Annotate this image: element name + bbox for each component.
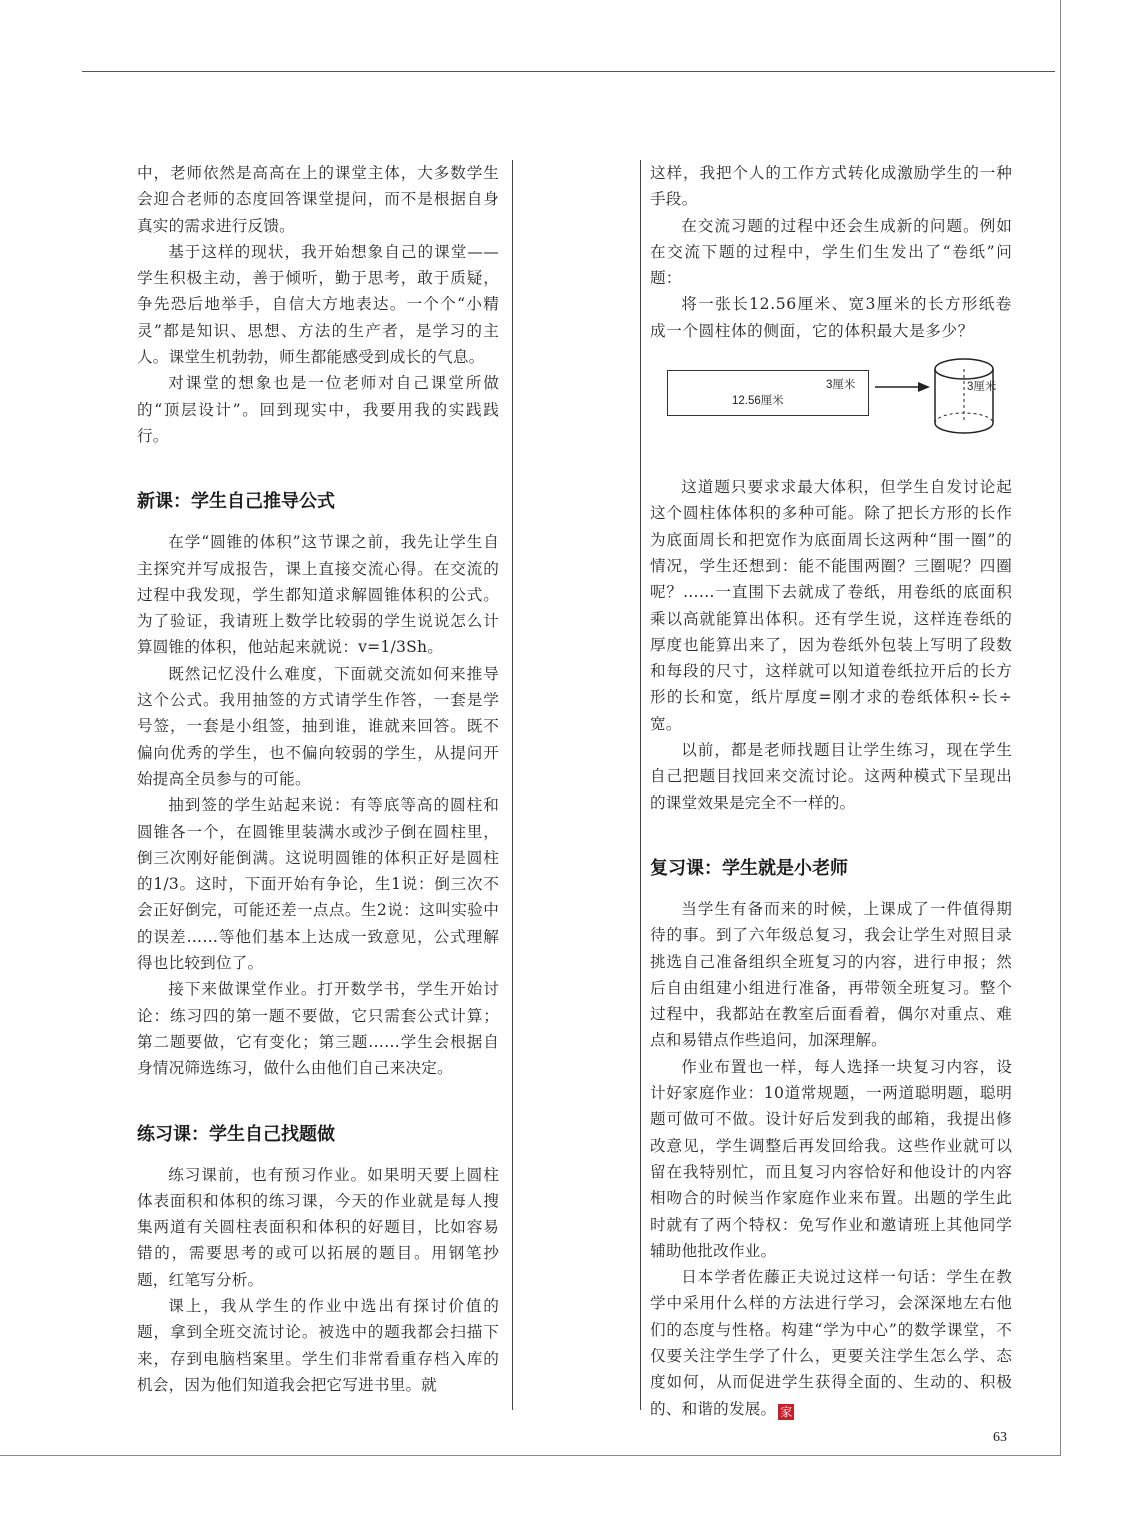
cylinder-height-label: 3厘米: [967, 381, 997, 394]
paragraph: 这样，我把个人的工作方式转化成激励学生的一种手段。: [650, 164, 1012, 209]
paragraph: 接下来做课堂作业。打开数学书，学生开始讨论：练习四的第一题不要做，它只需套公式计算；第二题要做，它有变化；第三题……学生会根据自身情况筛选练习，做什么由他们自己来决定。: [137, 980, 499, 1078]
cylinder-icon: [930, 353, 1000, 443]
paragraph: 在交流习题的过程中还会生成新的问题。例如在交流下题的过程中，学生们生发出了“卷纸”问题：: [650, 216, 1012, 288]
left-column: [137, 160, 499, 1398]
paragraph: 当学生有备而来的时候，上课成了一件值得期待的事。到了六年级总复习，我会让学生对照目录挑选自己准备组织全班复习的内容，进行申报；然后自由组建小组进行准备，再带领全班复习。整个过程中，我都站在教室后面看着，偶尔对重点、难点和易错点作些追问，加深理解。: [650, 899, 1012, 1050]
column-rule-right: [640, 160, 641, 1410]
column-rule-left: [512, 160, 513, 1410]
section-heading-practice-lesson: 练习课：学生自己找题做: [137, 1123, 335, 1145]
problem-statement: 将一张长12.56厘米、宽3厘米的长方形纸卷成一个圆柱体的侧面，它的体积最大是多少？: [650, 295, 1012, 340]
paragraph: 基于这样的现状，我开始想象自己的课堂——学生积极主动，善于倾听，勤于思考，敢于质疑，争先恐后地举手，自信大方地表达。一个个“小精灵”都是知识、思想、方法的生产者，是学习的主人。课堂生机勃勃，师生都能感受到成长的气息。: [137, 242, 499, 367]
bottom-rule: [0, 1455, 1061, 1456]
top-rule: [82, 71, 1055, 72]
paragraph: 中，老师依然是高高在上的课堂主体，大多数学生会迎合老师的态度回答课堂提问，而不是根据自身真实的需求进行反馈。: [137, 164, 499, 235]
paragraph: 以前，都是老师找题目让学生练习，现在学生自己把题目找回来交流讨论。这两种模式下呈现出的课堂效果是完全不一样的。: [650, 741, 1012, 812]
paragraph: 抽到签的学生站起来说：有等底等高的圆柱和圆锥各一个，在圆锥里装满水或沙子倒在圆柱里，倒三次刚好能倒满。这说明圆锥的体积正好是圆柱的1/3。这时，下面开始有争论，生1说：倒三次不会正好倒完，可能还差一点点。生2说：这叫实验中的误差……等他们基本上达成一致意见，公式理解得也比较到位了。: [137, 796, 499, 973]
page-number: 63: [993, 1430, 1007, 1445]
paper-roll-figure: [650, 350, 1012, 446]
arrow-right-icon: [872, 380, 932, 394]
right-column: [650, 160, 1012, 1422]
rect-length-label: 12.56厘米: [732, 395, 784, 408]
paragraph: 课上，我从学生的作业中选出有探讨价值的题，拿到全班交流讨论。被选中的题我都会扫描下来，存到电脑档案里。学生们非常看重存档入库的机会，因为他们知道我会把它写进书里。就: [137, 1296, 499, 1394]
paragraph: 这道题只要求求最大体积，但学生自发讨论起这个圆柱体体积的多种可能。除了把长方形的长作为底面周长和把宽作为底面周长这两种“围一圈”的情况，学生还想到：能不能围两圈？三圈呢？四圈呢？……一直围下去就成了卷纸，用卷纸的底面积乘以高就能算出体积。还有学生说，这样连卷纸的厚度也能算出来了，因为卷纸外包装上写明了段数和每段的尺寸，这样就可以知道卷纸拉开后的长方形的长和宽，纸片厚度=刚才求的卷纸体积÷长÷宽。: [650, 478, 1012, 733]
paragraph: 练习课前，也有预习作业。如果明天要上圆柱体表面积和体积的练习课，今天的作业就是每人搜集两道有关圆柱表面积和体积的好题目，比如容易错的，需要思考的或可以拓展的题目。用钢笔抄题，红笔写分析。: [137, 1165, 499, 1289]
paragraph: [650, 1264, 1012, 1422]
end-mark: 家: [780, 1404, 793, 1419]
paragraph: 作业布置也一样，每人选择一块复习内容，设计好家庭作业：10道常规题，一两道聪明题，聪明题可做可不做。设计好后发到我的邮箱，我提出修改意见，学生调整后再发回给我。这些作业就可以留在我特别忙，而且复习内容恰好和他设计的内容相吻合的时候当作家庭作业来布置。出题的学生此时就有了两个特权：免写作业和邀请班上其他同学辅助他批改作业。: [650, 1057, 1012, 1260]
paragraph: 在学“圆锥的体积”这节课之前，我先让学生自主探究并写成报告，课上直接交流心得。在交流的过程中我发现，学生都知道求解圆锥体积的公式。为了验证，我请班上数学比较弱的学生说说怎么计算圆锥的体积，他站起来就说：v=1/3Sh。: [137, 533, 499, 657]
closing-paragraph-text: 日本学者佐藤正夫说过这样一句话：学生在教学中采用什么样的方法进行学习，会深深地左右他们的态度与性格。构建“学为中心”的数学课堂，不仅要关注学生学了什么，更要关注学生怎么学、态度如何，从而促进学生获得全面的、生动的、积极的、和谐的发展。: [650, 1268, 1012, 1418]
rect-width-label: 3厘米: [826, 379, 856, 392]
paragraph: 对课堂的想象也是一位老师对自己课堂所做的“顶层设计”。回到现实中，我要用我的实践践行。: [137, 374, 499, 445]
section-heading-new-lesson: 新课：学生自己推导公式: [137, 491, 335, 513]
right-edge-rule: [1060, 0, 1061, 1455]
paragraph: 既然记忆没什么难度，下面就交流如何来推导这个公式。我用抽签的方式请学生作答，一套是学号签，一套是小组签，抽到谁，谁就来回答。既不偏向优秀的学生，也不偏向较弱的学生，从提问开始提高全员参与的可能。: [137, 664, 499, 788]
section-heading-review-lesson: 复习课：学生就是小老师: [650, 857, 848, 879]
